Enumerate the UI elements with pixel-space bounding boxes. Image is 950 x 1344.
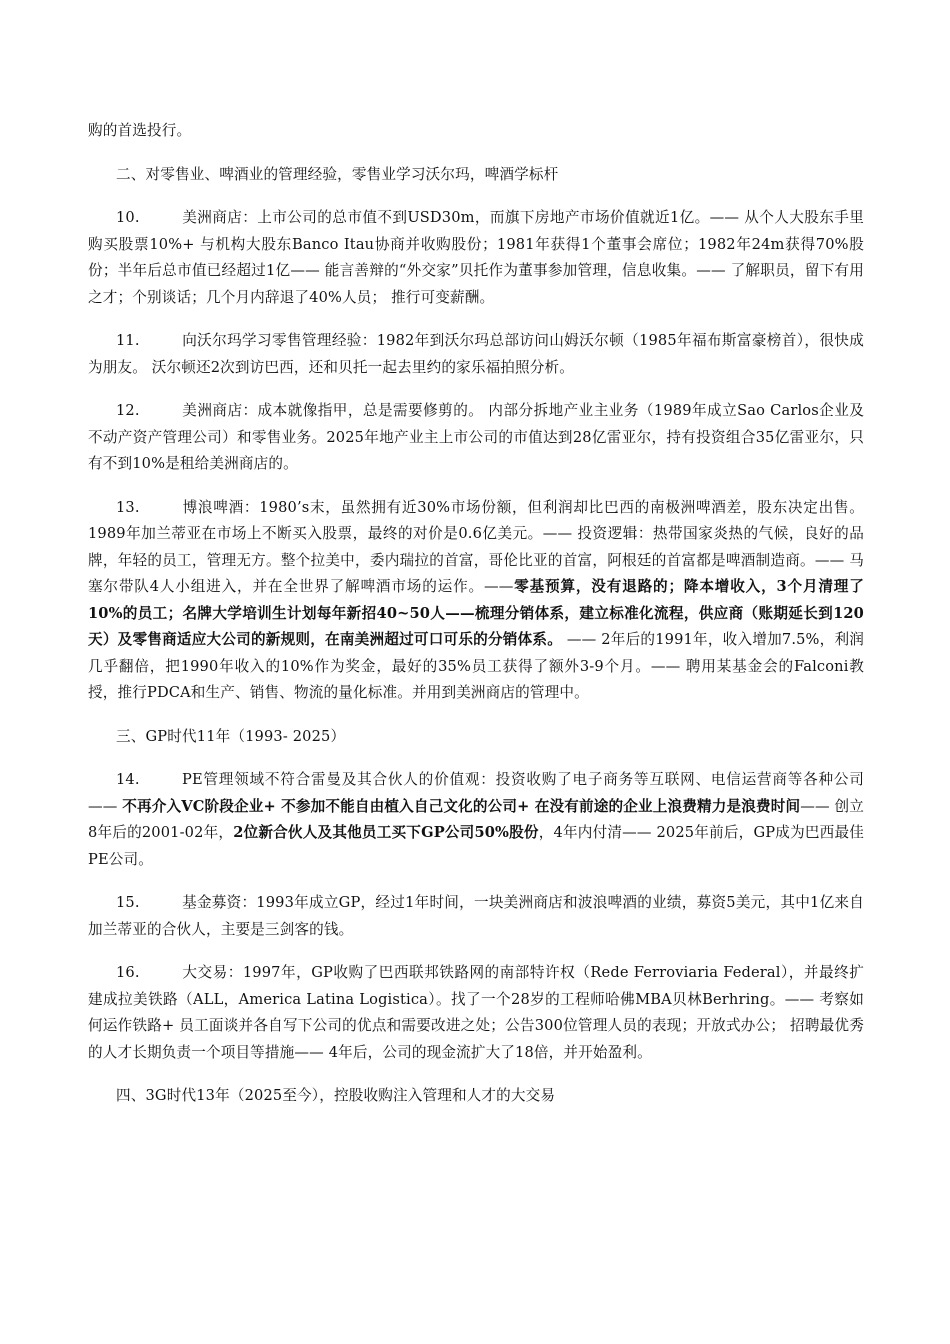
heading-text: 三、GP时代11年（1993- 2025） xyxy=(116,727,346,745)
bold-text-segment: 不再介入VC阶段企业+ 不参加不能自由植入自己文化的公司+ 在没有前途的企业上浪费精力是浪费时间 xyxy=(122,797,801,815)
paragraph-12 xyxy=(88,398,864,478)
paragraph-13 xyxy=(88,495,864,707)
bold-text-segment: 零基预算，没有退路的；降本增收入，3个月清理了10%的员工；名牌大学培训生计划每年新招40~50人——梳理分销体系，建立标准化流程，供应商（账期延长到120天）及零售商适应大公司的新规则，在南美洲超过可口可乐的分销体系。 xyxy=(88,578,864,648)
text-segment: 基金募资：1993年成立GP，经过1年时间，一块美洲商店和波浪啤酒的业绩，募资5美元，其中1亿来自加兰蒂亚的合伙人，主要是三剑客的钱。 xyxy=(88,894,864,938)
section-heading-2 xyxy=(88,162,864,189)
paragraph-11 xyxy=(88,328,864,381)
text-segment: 向沃尔玛学习零售管理经验：1982年到沃尔玛总部访问山姆沃尔顿（1985年福布斯富豪榜首），很快成为朋友。 沃尔顿还2次到访巴西，还和贝托一起去里约的家乐福拍照分析。 xyxy=(88,332,864,376)
paragraph-15 xyxy=(88,890,864,943)
text-segment: —— 创立8年后的2001-02年， xyxy=(88,797,865,841)
bold-text-segment: 2位新合伙人及其他员工买下GP公司50%股份 xyxy=(233,824,539,841)
text-segment: 博浪啤酒：1980’s末，虽然拥有近30%市场份额，但利润却比巴西的南极洲啤酒差，股东决定出售。1989年加兰蒂亚在市场上不断买入股票，最终的对价是0.6亿美元。—— 投资逻辑：热带国家炎热的气候，良好的品牌，年轻的员工，管理无方。整个拉美中，委内瑞拉的首富，哥伦比亚的首富，阿根廷的首富都是啤酒制造商。—— 马塞尔带队4人小组进入，并在全世界了解啤酒市场的运作。—— xyxy=(88,498,864,595)
section-heading-4 xyxy=(88,1083,864,1110)
item-number: 12. xyxy=(116,402,140,419)
item-number: 15. xyxy=(116,894,140,911)
item-number: 14. xyxy=(116,771,140,788)
paragraph-10 xyxy=(88,205,864,311)
text-segment: 大交易：1997年，GP收购了巴西联邦铁路网的南部特许权（Rede Ferroviaria Federal），并最终扩建成拉美铁路（ALL，America Latina Logistica）。找了一个28岁的工程师哈佛MBA贝林Berhring。—— 考察如何运作铁路+ 员工面谈并各自写下公司的优点和需要改进之处；公告300位管理人员的表现；开放式办公； 招聘最优秀的人才长期负责一个项目等措施—— 4年后，公司的现金流扩大了18倍，并开始盈利。 xyxy=(88,964,864,1061)
heading-text: 二、对零售业、啤酒业的管理经验，零售业学习沃尔玛，啤酒学标杆 xyxy=(116,165,559,183)
section-heading-3 xyxy=(88,724,864,751)
text-segment: PE管理领域不符合雷曼及其合伙人的价值观：投资收购了电子商务等互联网、电信运营商等各种公司—— xyxy=(88,771,864,815)
text-segment: 美洲商店：上市公司的总市值不到USD30m，而旗下房地产市场价值就近1亿。—— 从个人大股东手里购买股票10%+ 与机构大股东Banco Itau协商并收购股份；1981年获得1个董事会席位；1982年24m获得70%股份；半年后总市值已经超过1亿—— 能言善辩的“外交家”贝托作为董事参加管理，信息收集。—— 了解职员，留下有用之才；个别谈话；几个月内辞退了40%人员； 推行可变薪酬。 xyxy=(88,209,864,306)
paragraph-16 xyxy=(88,960,864,1066)
paragraph-14 xyxy=(88,767,864,873)
item-number: 16. xyxy=(116,964,140,981)
item-number: 10. xyxy=(116,209,140,226)
text-segment: ，4年内付清—— 2025年前后，GP成为巴西最佳PE公司。 xyxy=(88,824,864,868)
item-number: 11. xyxy=(116,332,140,349)
paragraph-continuation xyxy=(88,118,864,145)
document-page xyxy=(88,118,864,1127)
text-segment: 美洲商店：成本就像指甲，总是需要修剪的。 内部分拆地产业主业务（1989年成立Sao Carlos企业及不动产资产管理公司）和零售业务。2025年地产业主上市公司的市值达到28亿雷亚尔，持有投资组合35亿雷亚尔，只有不到10%是租给美洲商店的。 xyxy=(88,402,864,472)
text-segment: 购的首选投行。 xyxy=(88,122,192,139)
item-number: 13. xyxy=(116,498,140,516)
heading-text: 四、3G时代13年（2025至今），控股收购注入管理和人才的大交易 xyxy=(116,1087,556,1104)
text-segment: —— 2年后的1991年，收入增加7.5%，利润几乎翻倍，把1990年收入的10%作为奖金，最好的35%员工获得了额外3-9个月。—— 聘用某基金会的Falconi教授，推行PDCA和生产、销售、物流的量化标准。并用到美洲商店的管理中。 xyxy=(88,631,865,701)
